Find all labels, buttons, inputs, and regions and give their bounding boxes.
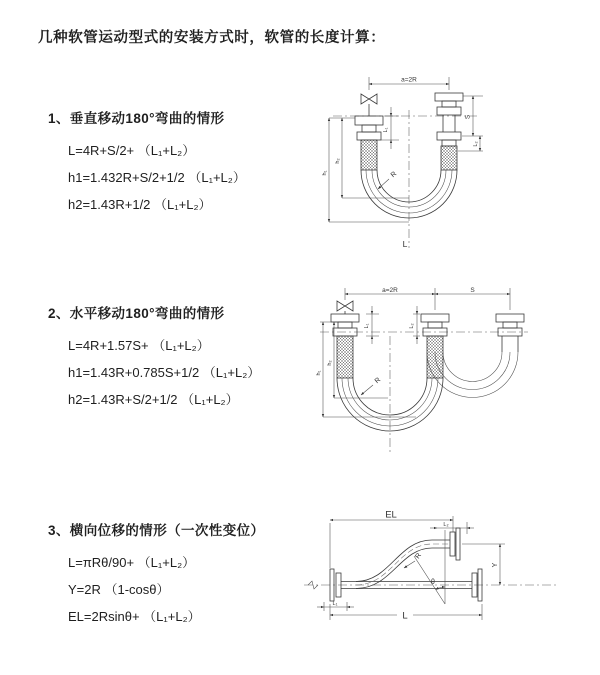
dim-label-r: R — [373, 376, 383, 386]
dim-label-el: EL — [385, 509, 397, 521]
dim-label-a2r: a=2R — [401, 76, 417, 84]
formula-line: h2=1.43R+S/2+1/2 （L₁+L₂） — [68, 392, 239, 407]
dim-label-l: L — [402, 610, 408, 622]
upper-flange-displaced — [450, 528, 460, 560]
left-flange-fitting — [355, 116, 383, 170]
right-flange-fitting — [435, 93, 463, 170]
section-3-heading: 3、横向位移的情形（一次性变位） — [48, 523, 265, 538]
right-flange-fitting — [496, 314, 524, 352]
braided-hose-section — [361, 140, 377, 170]
braided-hose-section — [441, 146, 457, 170]
dim-label-a2r: a=2R — [382, 286, 398, 294]
section-1-formulas — [68, 137, 246, 218]
formula-line: L=4R+S/2+ （L₁+L₂） — [68, 143, 196, 158]
dimension-l1 — [364, 306, 379, 344]
section-1-heading: 1、垂直移动180°弯曲的情形 — [48, 111, 225, 126]
section-horizontal-movement — [48, 302, 260, 413]
dim-label-r: R — [414, 552, 424, 561]
section-lateral-displacement — [48, 519, 264, 630]
dim-label-l2: L₂ — [409, 323, 415, 329]
section-2-heading: 2、水平移动180°弯曲的情形 — [48, 306, 225, 321]
dim-label-l1: L₁ — [332, 601, 338, 607]
dim-label-l2: L₂ — [443, 522, 449, 528]
valve-icon — [337, 301, 353, 314]
dim-label-h1: h₁ — [322, 170, 328, 176]
centerline — [304, 581, 556, 589]
dim-label-s: S — [470, 286, 475, 294]
formula-line: Y=2R （1-cosθ） — [68, 582, 170, 597]
angle-construction — [414, 530, 445, 604]
dim-label-y: Y — [492, 562, 499, 568]
formula-line: h1=1.43R+0.785S+1/2 （L₁+L₂） — [68, 365, 261, 380]
section-2-formulas — [68, 332, 260, 413]
dimension-el — [330, 510, 453, 569]
formula-line: h2=1.43R+1/2 （L₁+L₂） — [68, 197, 212, 212]
radius-callout — [361, 377, 382, 395]
dim-label-l-total: L — [402, 239, 408, 249]
radius-callout — [378, 171, 398, 189]
braided-hose-section — [337, 336, 353, 378]
formula-line: h1=1.432R+S/2+1/2 （L₁+L₂） — [68, 170, 246, 185]
dim-label-l2: L₂ — [473, 141, 479, 147]
dimension-y — [462, 544, 505, 585]
dimension-l1 — [379, 107, 399, 149]
left-flange-fitting — [331, 314, 359, 378]
dimension-s — [458, 96, 483, 151]
dimension-l-total — [330, 604, 482, 622]
dim-label-h2: h₂ — [327, 360, 333, 366]
dimension-a2r — [369, 77, 449, 91]
diagram-horizontal-180-bend — [312, 286, 542, 461]
dimension-a2r — [345, 287, 510, 310]
dim-label-l1: L₁ — [383, 127, 389, 133]
dim-label-h2: h₂ — [335, 158, 341, 164]
formula-line: L=4R+1.57S+ （L₁+L₂） — [68, 338, 210, 353]
section-3-formulas — [68, 549, 264, 630]
dimension-l1 — [317, 601, 354, 611]
formula-line: EL=2Rsinθ+ （L₁+L₂） — [68, 609, 201, 624]
diagram-vertical-180-bend — [315, 70, 530, 260]
formula-line: L=πRθ/90+ （L₁+L₂） — [68, 555, 196, 570]
section-vertical-movement — [48, 107, 246, 218]
valve-icon — [361, 94, 377, 116]
dimension-l2 — [409, 306, 420, 344]
middle-flange-fitting — [421, 314, 449, 378]
angle-label-theta: θ — [431, 579, 435, 586]
dim-label-s: S — [464, 114, 472, 120]
page-title: 几种软管运动型式的安装方式时，软管的长度计算： — [38, 30, 386, 46]
dim-label-r: R — [389, 170, 399, 180]
dim-label-l1: L₁ — [364, 323, 370, 329]
diagram-lateral-displacement — [300, 508, 562, 658]
hose-u-bend — [361, 170, 457, 218]
dim-label-h1: h₁ — [316, 370, 322, 376]
